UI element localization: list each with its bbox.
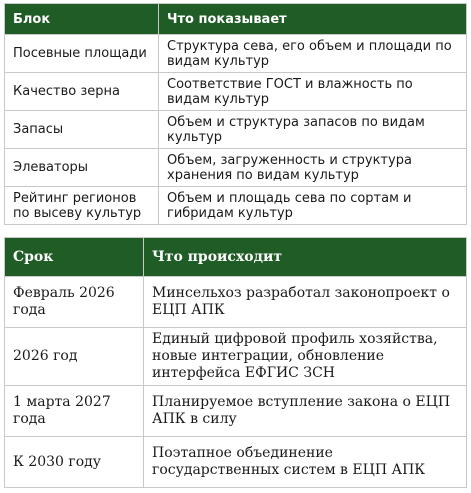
table-row bbox=[5, 35, 467, 73]
table-header-row bbox=[5, 238, 467, 277]
timeline-date: К 2030 году bbox=[5, 437, 144, 488]
block-name: Элеваторы bbox=[5, 149, 159, 187]
table-row bbox=[5, 437, 467, 488]
block-description: Объем, загруженность и структура хранения по видам культур bbox=[159, 149, 467, 187]
timeline-date: 2026 год bbox=[5, 328, 144, 386]
table-row bbox=[5, 386, 467, 437]
block-name: Посевные площади bbox=[5, 35, 159, 73]
block-description: Объем и структура запасов по видам культур bbox=[159, 111, 467, 149]
table-row bbox=[5, 111, 467, 149]
block-description: Объем и площадь сева по сортам и гибридам культур bbox=[159, 187, 467, 225]
dashboard-blocks-table bbox=[4, 3, 467, 225]
timeline-date: Февраль 2026 года bbox=[5, 277, 144, 328]
table-row bbox=[5, 73, 467, 111]
block-name: Качество зерна bbox=[5, 73, 159, 111]
timeline-date: 1 марта 2027 года bbox=[5, 386, 144, 437]
table-row bbox=[5, 149, 467, 187]
column-header-date: Срок bbox=[5, 238, 144, 277]
timeline-event: Единый цифровой профиль хозяйства, новые интеграции, обновление интерфейса ЕФГИС ЗСН bbox=[144, 328, 467, 386]
block-description: Соответствие ГОСТ и влажность по видам культур bbox=[159, 73, 467, 111]
block-name: Запасы bbox=[5, 111, 159, 149]
table-row bbox=[5, 277, 467, 328]
block-description: Структура сева, его объем и площади по видам культур bbox=[159, 35, 467, 73]
column-header-block: Блок bbox=[5, 4, 159, 35]
timeline-event: Минсельхоз разработал законопроект о ЕЦП АПК bbox=[144, 277, 467, 328]
timeline-event: Планируемое вступление закона о ЕЦП АПК в силу bbox=[144, 386, 467, 437]
column-header-event: Что происходит bbox=[144, 238, 467, 277]
block-name: Рейтинг регионов по высеву культур bbox=[5, 187, 159, 225]
table-row bbox=[5, 187, 467, 225]
timeline-event: Поэтапное объединение государственных систем в ЕЦП АПК bbox=[144, 437, 467, 488]
timeline-table bbox=[4, 237, 467, 488]
table-header-row bbox=[5, 4, 467, 35]
column-header-description: Что показывает bbox=[159, 4, 467, 35]
table-row bbox=[5, 328, 467, 386]
